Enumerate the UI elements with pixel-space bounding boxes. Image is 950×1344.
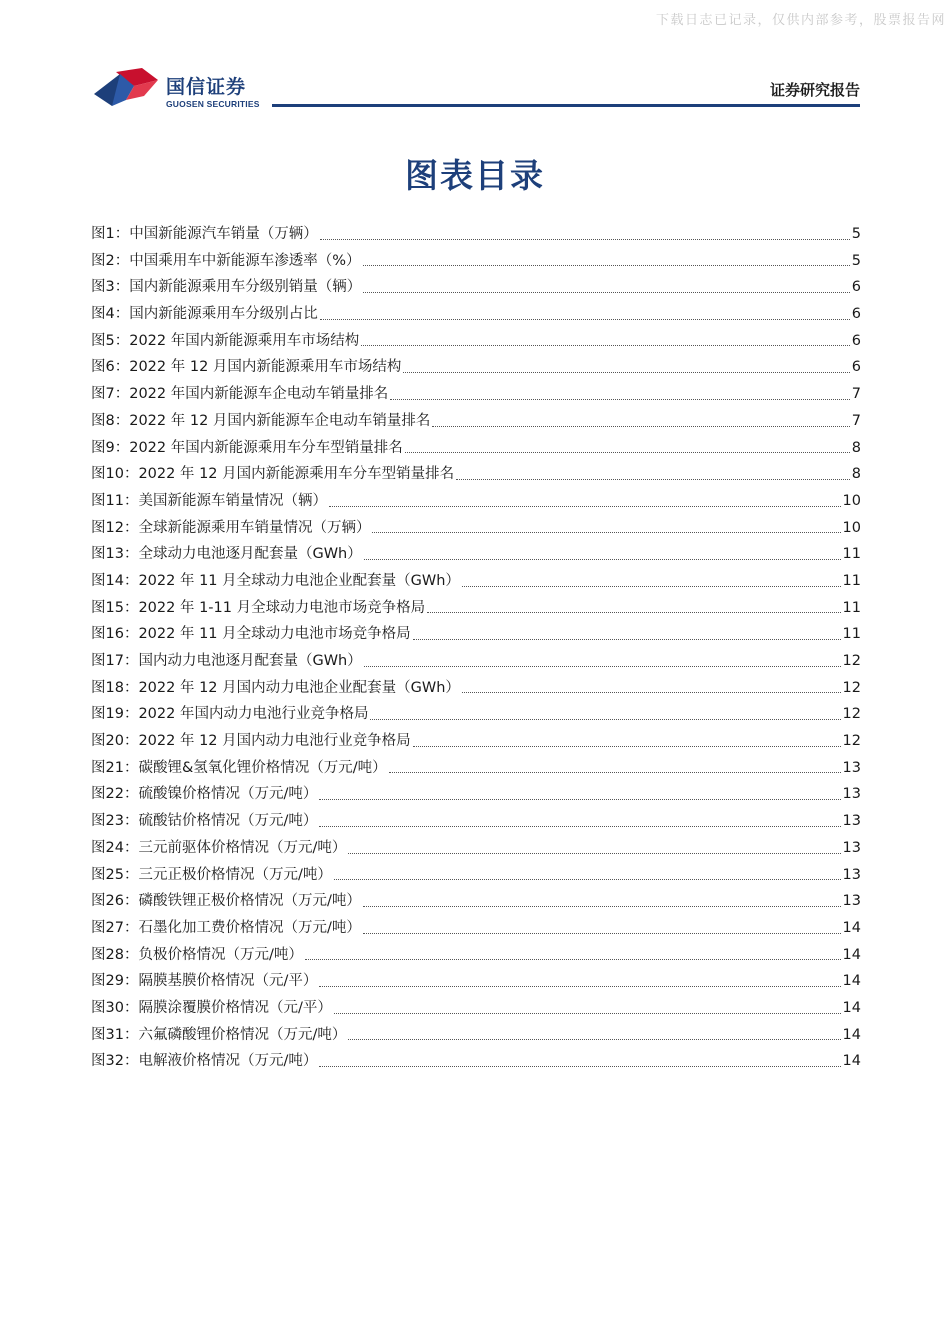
toc-dot-leader <box>363 264 850 266</box>
toc-entry-page-number[interactable]: 14 <box>842 973 861 990</box>
toc-entry-title[interactable]: 国内新能源乘用车分级别销量（辆） <box>129 279 362 296</box>
toc-dot-leader <box>364 665 841 667</box>
toc-entry[interactable] <box>91 382 861 409</box>
toc-entry-title[interactable]: 2022 年 11 月全球动力电池市场竞争格局 <box>138 626 411 643</box>
toc-entry[interactable] <box>91 996 861 1023</box>
toc-dot-leader <box>462 691 841 693</box>
toc-entry[interactable] <box>91 489 861 516</box>
toc-entry[interactable] <box>91 516 861 543</box>
toc-entry-title[interactable]: 2022 年 12 月国内动力电池企业配套量（GWh） <box>138 679 460 696</box>
toc-entry[interactable] <box>91 569 861 596</box>
toc-entry-title[interactable]: 中国新能源汽车销量（万辆） <box>129 226 318 242</box>
header-divider <box>272 104 860 107</box>
toc-entry-page-number[interactable]: 14 <box>842 946 861 963</box>
toc-entry-title[interactable]: 2022 年 12 月国内新能源乘用车市场结构 <box>129 359 402 376</box>
toc-entry-page-number[interactable]: 5 <box>851 252 861 269</box>
table-of-figures <box>91 222 861 1076</box>
watermark-text: 下载日志已记录，仅供内部参考，股票报告网 <box>655 13 946 28</box>
toc-dot-leader <box>390 398 850 400</box>
toc-dot-leader <box>319 1065 840 1067</box>
toc-dot-leader <box>320 318 850 320</box>
toc-entry-label: 图7： <box>91 386 130 403</box>
toc-entry-label: 图9： <box>91 439 130 456</box>
toc-entry[interactable] <box>91 836 861 863</box>
toc-dot-leader <box>320 238 850 240</box>
toc-entry-page-number[interactable]: 8 <box>851 439 861 456</box>
guosen-logo-icon <box>90 66 162 108</box>
toc-entry[interactable] <box>91 916 861 943</box>
toc-dot-leader <box>462 585 841 587</box>
toc-dot-leader <box>427 611 840 613</box>
toc-entry-page-number[interactable]: 12 <box>842 733 861 750</box>
toc-entry-title[interactable]: 2022 年 12 月国内新能源乘用车分车型销量排名 <box>138 466 455 483</box>
toc-entry-title[interactable]: 中国乘用车中新能源车渗透率（%） <box>129 252 361 269</box>
toc-entry-page-number[interactable]: 6 <box>851 306 861 323</box>
toc-entry-title[interactable]: 2022 年国内新能源车企电动车销量排名 <box>129 386 389 403</box>
toc-entry[interactable] <box>91 222 861 249</box>
toc-entry-title[interactable]: 电解液价格情况（万元/吨） <box>138 1053 318 1070</box>
toc-entry[interactable] <box>91 863 861 890</box>
toc-entry[interactable] <box>91 462 861 489</box>
toc-entry[interactable] <box>91 622 861 649</box>
toc-dot-leader <box>319 798 840 800</box>
toc-entry-page-number[interactable]: 6 <box>851 279 861 296</box>
toc-entry-page-number[interactable]: 13 <box>842 893 861 910</box>
toc-entry-title[interactable]: 硫酸镍价格情况（万元/吨） <box>138 786 318 803</box>
toc-entry-label: 图13： <box>91 546 139 563</box>
toc-entry-title[interactable]: 全球动力电池逐月配套量（GWh） <box>138 546 362 563</box>
toc-entry-label: 图21： <box>91 759 139 776</box>
toc-entry-label: 图27： <box>91 919 139 936</box>
toc-entry-label: 图6： <box>91 359 130 376</box>
toc-entry[interactable] <box>91 409 861 436</box>
toc-entry-page-number[interactable]: 11 <box>842 626 861 643</box>
toc-dot-leader <box>348 1038 840 1040</box>
toc-entry[interactable] <box>91 1023 861 1050</box>
toc-entry-title[interactable]: 美国新能源车销量情况（辆） <box>138 492 327 509</box>
toc-entry-title[interactable]: 六氟磷酸锂价格情况（万元/吨） <box>138 1026 347 1043</box>
toc-entry-page-number[interactable]: 14 <box>842 919 861 936</box>
toc-entry-page-number[interactable]: 5 <box>851 226 861 242</box>
toc-dot-leader <box>334 1012 841 1014</box>
toc-entry-title[interactable]: 石墨化加工费价格情况（万元/吨） <box>138 919 361 936</box>
toc-entry-label: 图3： <box>91 279 130 296</box>
toc-dot-leader <box>413 745 841 747</box>
toc-entry-label: 图31： <box>91 1026 139 1043</box>
toc-entry-label: 图20： <box>91 733 139 750</box>
toc-entry-label: 图8： <box>91 412 130 429</box>
toc-dot-leader <box>372 531 840 533</box>
toc-entry-title[interactable]: 硫酸钴价格情况（万元/吨） <box>138 813 318 830</box>
toc-entry[interactable] <box>91 702 861 729</box>
toc-entry-title[interactable]: 全球新能源乘用车销量情况（万辆） <box>138 519 371 536</box>
toc-entry-page-number[interactable]: 14 <box>842 999 861 1016</box>
toc-entry-page-number[interactable]: 6 <box>851 332 861 349</box>
toc-entry-label: 图30： <box>91 999 139 1016</box>
toc-entry-page-number[interactable]: 7 <box>851 412 861 429</box>
toc-entry[interactable] <box>91 729 861 756</box>
toc-entry-label: 图12： <box>91 519 139 536</box>
toc-dot-leader <box>363 932 841 934</box>
toc-entry-page-number[interactable]: 13 <box>842 786 861 803</box>
toc-entry-label: 图15： <box>91 599 139 616</box>
toc-entry-label: 图29： <box>91 973 139 990</box>
toc-entry-page-number[interactable]: 10 <box>842 492 861 509</box>
toc-entry-title[interactable]: 2022 年 12 月国内新能源车企电动车销量排名 <box>129 412 431 429</box>
brand-logo <box>90 66 270 112</box>
toc-dot-leader <box>348 852 840 854</box>
toc-entry-label: 图16： <box>91 626 139 643</box>
toc-entry[interactable] <box>91 329 861 356</box>
toc-entry-title[interactable]: 2022 年国内新能源乘用车分车型销量排名 <box>129 439 403 456</box>
toc-entry-title[interactable]: 碳酸锂&氢氧化锂价格情况（万元/吨） <box>138 759 387 776</box>
toc-entry-label: 图28： <box>91 946 139 963</box>
toc-entry-page-number[interactable]: 10 <box>842 519 861 536</box>
toc-entry[interactable] <box>91 275 861 302</box>
toc-dot-leader <box>405 451 850 453</box>
toc-dot-leader <box>319 825 840 827</box>
toc-entry-title[interactable]: 三元前驱体价格情况（万元/吨） <box>138 839 347 856</box>
toc-dot-leader <box>363 905 841 907</box>
toc-entry-page-number[interactable]: 11 <box>842 599 861 616</box>
toc-entry-page-number[interactable]: 11 <box>842 546 861 563</box>
toc-dot-leader <box>413 638 841 640</box>
toc-entry-title[interactable]: 三元正极价格情况（万元/吨） <box>138 866 332 883</box>
toc-entry-label: 图4： <box>91 306 130 323</box>
toc-entry-label: 图32： <box>91 1053 139 1070</box>
toc-entry-label: 图23： <box>91 813 139 830</box>
toc-entry[interactable] <box>91 302 861 329</box>
toc-entry-label: 图25： <box>91 866 139 883</box>
toc-dot-leader <box>403 371 849 373</box>
toc-entry-page-number[interactable]: 12 <box>842 679 861 696</box>
toc-entry-label: 图19： <box>91 706 139 723</box>
report-type-label: 证券研究报告 <box>769 81 860 99</box>
toc-entry[interactable] <box>91 782 861 809</box>
toc-entry-page-number[interactable]: 12 <box>842 706 861 723</box>
toc-dot-leader <box>334 878 841 880</box>
toc-entry[interactable] <box>91 943 861 970</box>
toc-dot-leader <box>363 291 850 293</box>
toc-dot-leader <box>456 478 850 480</box>
toc-entry-title[interactable]: 隔膜涂覆膜价格情况（元/平） <box>138 999 332 1016</box>
toc-dot-leader <box>370 718 840 720</box>
toc-entry-page-number[interactable]: 14 <box>842 1053 861 1070</box>
toc-dot-leader <box>389 771 841 773</box>
toc-entry-label: 图17： <box>91 653 139 669</box>
toc-entry-label: 图18： <box>91 679 139 696</box>
toc-entry-page-number[interactable]: 13 <box>842 866 861 883</box>
toc-entry-page-number[interactable]: 13 <box>842 839 861 856</box>
toc-entry-title[interactable]: 隔膜基膜价格情况（元/平） <box>138 973 318 990</box>
toc-entry[interactable] <box>91 355 861 382</box>
toc-dot-leader <box>364 558 841 560</box>
toc-entry[interactable] <box>91 756 861 783</box>
page-header <box>90 62 860 112</box>
toc-entry-title[interactable]: 2022 年国内新能源乘用车市场结构 <box>129 332 360 349</box>
toc-dot-leader <box>319 985 840 987</box>
toc-dot-leader <box>329 505 841 507</box>
toc-entry-title[interactable]: 负极价格情况（万元/吨） <box>138 946 303 963</box>
toc-entry-title[interactable]: 国内动力电池逐月配套量（GWh） <box>138 653 362 669</box>
toc-entry[interactable] <box>91 809 861 836</box>
toc-entry[interactable] <box>91 676 861 703</box>
toc-entry-page-number[interactable]: 12 <box>842 653 861 669</box>
toc-entry-title[interactable]: 2022 年国内动力电池行业竞争格局 <box>138 706 369 723</box>
toc-entry-label: 图1： <box>91 226 130 242</box>
toc-entry-title[interactable]: 2022 年 11 月全球动力电池企业配套量（GWh） <box>138 572 460 589</box>
toc-entry-label: 图14： <box>91 572 139 589</box>
toc-entry[interactable] <box>91 436 861 463</box>
toc-dot-leader <box>432 425 849 427</box>
toc-entry-label: 图24： <box>91 839 139 856</box>
toc-entry-title[interactable]: 2022 年 12 月国内动力电池行业竞争格局 <box>138 733 411 750</box>
toc-entry-title[interactable]: 2022 年 1-11 月全球动力电池市场竞争格局 <box>138 599 426 616</box>
toc-entry-label: 图22： <box>91 786 139 803</box>
toc-entry-page-number[interactable]: 14 <box>842 1026 861 1043</box>
toc-entry[interactable] <box>91 249 861 276</box>
toc-entry-label: 图26： <box>91 893 139 910</box>
toc-entry-label: 图2： <box>91 252 130 269</box>
toc-entry-page-number[interactable]: 8 <box>851 466 861 483</box>
brand-name-en: GUOSEN SECURITIES <box>166 99 260 109</box>
toc-entry[interactable] <box>91 1049 861 1076</box>
toc-entry[interactable] <box>91 969 861 996</box>
toc-entry-page-number[interactable]: 11 <box>842 572 861 589</box>
toc-entry-label: 图5： <box>91 332 130 349</box>
toc-entry[interactable] <box>91 596 861 623</box>
toc-entry-title[interactable]: 磷酸铁锂正极价格情况（万元/吨） <box>138 893 361 910</box>
toc-entry-page-number[interactable]: 6 <box>851 359 861 376</box>
toc-dot-leader <box>361 344 850 346</box>
toc-entry-label: 图10： <box>91 466 139 483</box>
toc-entry-page-number[interactable]: 13 <box>842 813 861 830</box>
toc-entry-page-number[interactable]: 13 <box>842 759 861 776</box>
toc-entry[interactable] <box>91 889 861 916</box>
toc-entry-title[interactable]: 国内新能源乘用车分级别占比 <box>129 306 318 323</box>
toc-dot-leader <box>305 958 841 960</box>
toc-entry[interactable] <box>91 542 861 569</box>
toc-entry-page-number[interactable]: 7 <box>851 386 861 403</box>
page-title: 图表目录 <box>405 156 545 195</box>
toc-entry[interactable] <box>91 649 861 676</box>
toc-entry-label: 图11： <box>91 492 139 509</box>
brand-name-cn: 国信证券 <box>166 76 247 98</box>
